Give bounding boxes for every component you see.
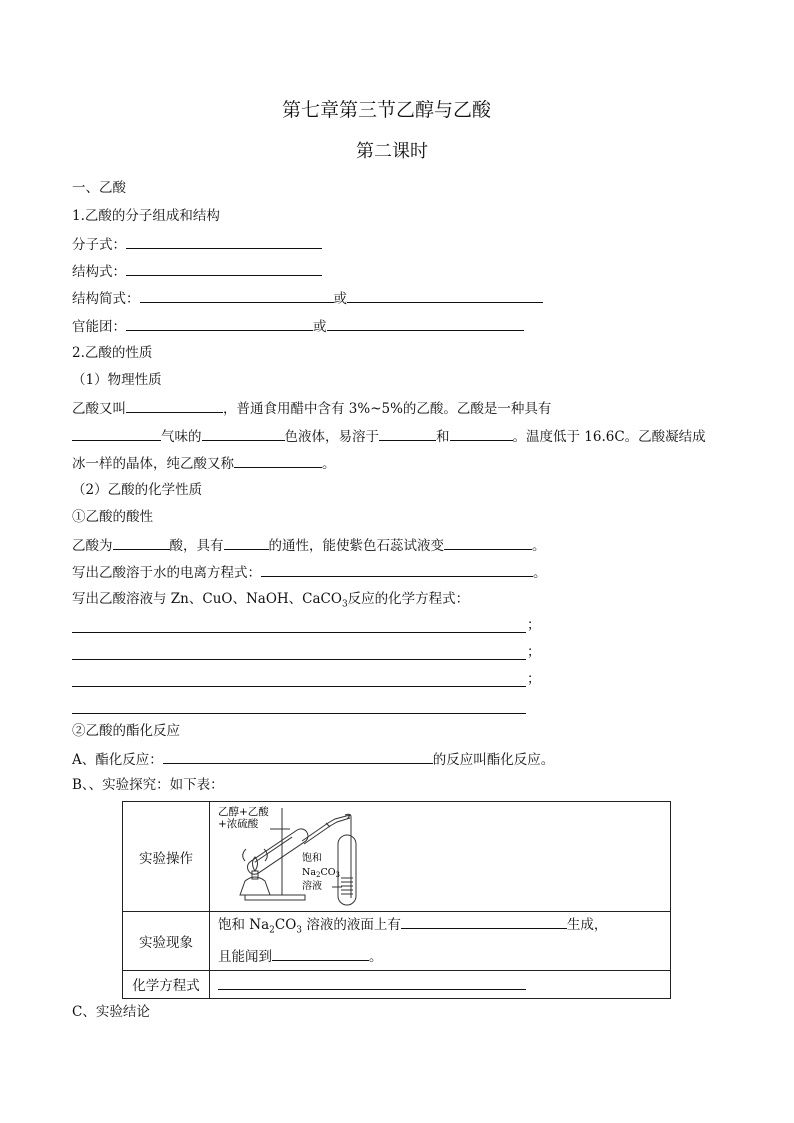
solution-label: 溶液 [302,880,322,892]
blank[interactable] [450,426,513,441]
blank[interactable] [72,426,161,441]
group-blank-2[interactable] [327,316,524,331]
answer-line[interactable] [72,712,526,714]
page-subtitle: 第二课时 [356,141,428,162]
physical-heading: （1）物理性质 [72,372,162,388]
delivery-tube [302,815,350,841]
blank[interactable] [126,398,223,413]
acid-heading: ①乙酸的酸性 [72,509,153,525]
paragraph-line: B、、实验探究：如下表： [72,777,224,793]
blank[interactable] [234,453,322,468]
subsection-heading: 1.乙酸的分子组成和结构 [72,208,220,224]
paragraph-line: 写出乙酸溶于水的电离方程式： 。 [72,562,547,582]
group-blank-1[interactable] [126,316,313,331]
answer-line[interactable] [72,658,526,660]
functional-group-line: 官能团： 或 [72,316,524,336]
alcohol-burner [240,877,270,895]
answer-line[interactable] [72,631,526,633]
ester-heading: ②乙酸的酯化反应 [72,723,180,739]
blank[interactable] [202,426,285,441]
formula-line: 分子式： [72,234,322,254]
conclusion-heading: C、实验结论 [72,1004,150,1020]
page-title: 第七章第三节乙醇与乙酸 [282,99,492,121]
semicolon: ； [527,617,541,633]
paragraph-line: 气味的 色液体，易溶于 和 。温度低于 16.6C。乙酸凝结成 [72,426,706,446]
structure-line: 结构式： [72,261,322,281]
subsection-heading: 2.乙酸的性质 [72,345,153,361]
simple-blank-1[interactable] [140,288,334,303]
experiment-table [122,801,671,999]
sat-label: 饱和 [302,852,322,864]
simple-blank-2[interactable] [347,288,543,303]
formula-blank[interactable] [126,234,322,249]
paragraph-line: 乙酸为 酸，具有 的通性，能使紫色石蕊试液变 。 [72,535,546,555]
blank[interactable] [401,914,567,929]
blank[interactable] [224,535,269,550]
paragraph-line: A、酯化反应： 的反应叫酯化反应。 [72,749,554,769]
blank[interactable] [163,749,433,764]
na2co3-label: $Na_2CO_3$ [302,866,340,879]
flame [253,857,258,871]
paragraph-line: 乙酸又叫 ，普通食用醋中含有 3%~5%的乙酸。乙酸是一种具有 [72,398,551,418]
semicolon: ； [527,644,541,660]
stand-base [245,895,305,900]
answer-line[interactable] [72,685,526,687]
paragraph-line: 冰一样的晶体，纯乙酸又称 。 [72,453,336,473]
equation-label: 化学方程式 [123,970,210,998]
blank[interactable] [379,426,436,441]
operation-label: 实验操作 [123,802,210,912]
blank[interactable] [113,535,170,550]
blank[interactable] [261,562,533,577]
apparatus-diagram [210,803,670,911]
blank[interactable] [272,946,369,961]
equation-blank[interactable] [218,975,526,990]
equation-cell [210,970,671,998]
phenomenon-label: 实验现象 [123,912,210,971]
reagents-label-2: +浓硫酸 [218,817,259,830]
reagents-label-1: 乙醇+乙酸 [218,805,269,818]
chemical-heading: （2）乙酸的化学性质 [72,482,203,498]
apparatus-cell [210,802,671,912]
paragraph-line: 写出乙酸溶液与 Zn、CuO、NaOH、CaCO$_3$反应的化学方程式： [72,591,470,610]
phenomenon-cell: 饱和 $Na_2CO_3$ 溶液的液面上有 生成， 且能闻到 。 [210,912,671,971]
section-heading: 一、乙酸 [72,180,126,196]
semicolon: ； [527,671,541,687]
structure-blank[interactable] [126,261,322,276]
reaction-tube [245,826,311,877]
simple-structure-line: 结构简式： 或 [72,288,543,308]
blank[interactable] [444,535,532,550]
